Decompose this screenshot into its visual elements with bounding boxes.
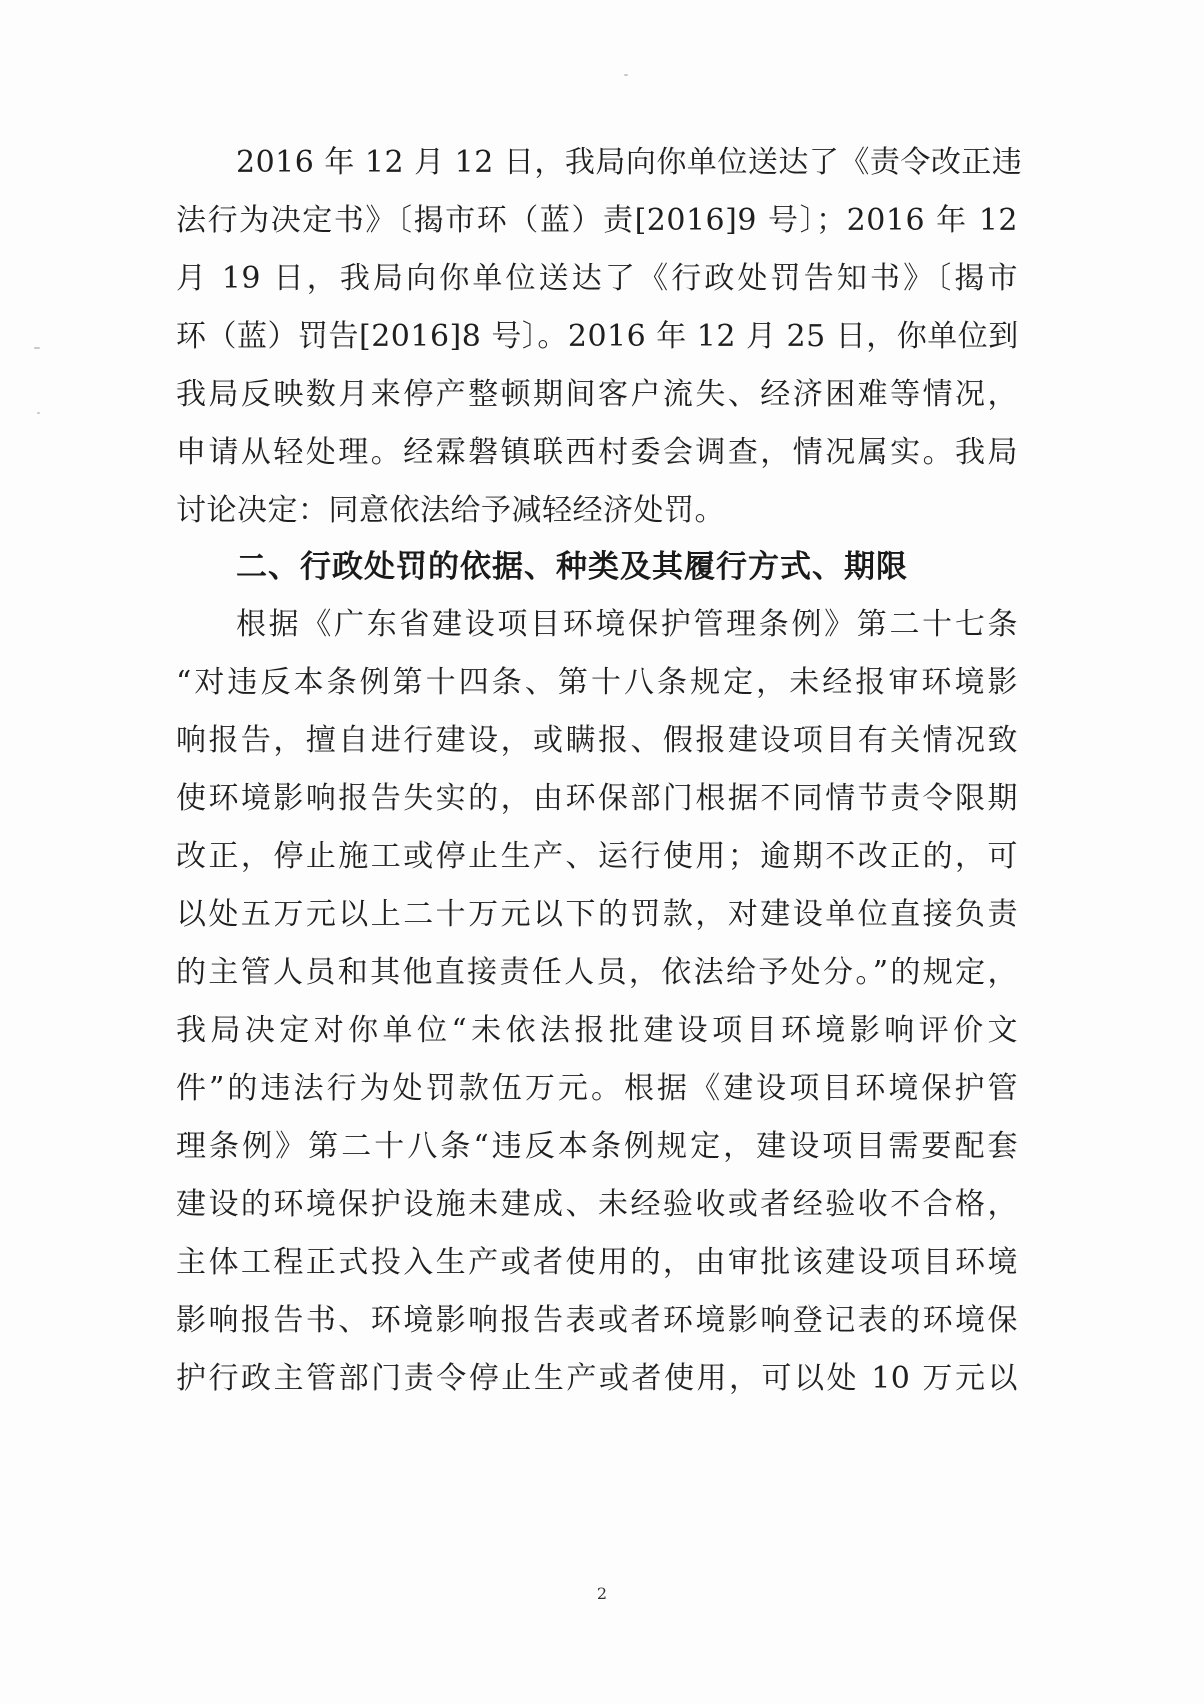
scan-speck <box>624 74 628 76</box>
paragraph-line: 讨论决定：同意依法给予减轻经济处罚。 <box>176 493 725 528</box>
paragraph-line: 法行为决定书》〔揭市环（蓝）责[2016]9 号〕；2016 年 12 <box>176 203 1018 238</box>
paragraph-line: 环（蓝）罚告[2016]8 号〕。2016 年 12 月 25 日，你单位到 <box>176 319 1019 354</box>
paragraph-line: 使环境影响报告失实的，由环保部门根据不同情节责令限期 <box>176 781 1018 816</box>
paragraph-line: 件”的违法行为处罚款伍万元。根据《建设项目环境保护管 <box>176 1071 1018 1106</box>
paragraph-line: 根据《广东省建设项目环境保护管理条例》第二十七条 <box>236 607 1018 642</box>
paragraph-line: 护行政主管部门责令停止生产或者使用，可以处 10 万元以 <box>176 1361 1018 1396</box>
paragraph-line: 我局决定对你单位“未依法报批建设项目环境影响评价文 <box>176 1013 1018 1048</box>
paragraph-line: 影响报告书、环境影响报告表或者环境影响登记表的环境保 <box>176 1303 1018 1338</box>
paragraph-line: 的主管人员和其他直接责任人员，依法给予处分。”的规定， <box>176 955 1018 990</box>
paragraph-line: 理条例》第二十八条“违反本条例规定，建设项目需要配套 <box>176 1129 1018 1164</box>
scan-speck <box>34 347 40 349</box>
paragraph-line: 我局反映数月来停产整顿期间客户流失、经济困难等情况， <box>176 377 1018 412</box>
paragraph-line: 改正，停止施工或停止生产、运行使用；逾期不改正的，可 <box>176 839 1018 874</box>
scan-speck <box>37 412 40 414</box>
paragraph-line: 以处五万元以上二十万元以下的罚款，对建设单位直接负责 <box>176 897 1018 932</box>
page-number: 2 <box>596 1584 608 1603</box>
paragraph-line: 月 19 日，我局向你单位送达了《行政处罚告知书》〔揭市 <box>176 261 1018 296</box>
paragraph-line: “对违反本条例第十四条、第十八条规定，未经报审环境影 <box>176 665 1018 700</box>
paragraph-line: 主体工程正式投入生产或者使用的，由审批该建设项目环境 <box>176 1245 1018 1280</box>
paragraph-line: 申请从轻处理。经霖磐镇联西村委会调查，情况属实。我局 <box>176 435 1018 470</box>
paragraph-line: 响报告，擅自进行建设，或瞒报、假报建设项目有关情况致 <box>176 723 1018 758</box>
paragraph-line: 建设的环境保护设施未建成、未经验收或者经验收不合格， <box>176 1187 1018 1222</box>
paragraph-line: 2016 年 12 月 12 日，我局向你单位送达了《责令改正违 <box>236 145 1023 180</box>
section-heading: 二、行政处罚的依据、种类及其履行方式、期限 <box>236 549 908 585</box>
